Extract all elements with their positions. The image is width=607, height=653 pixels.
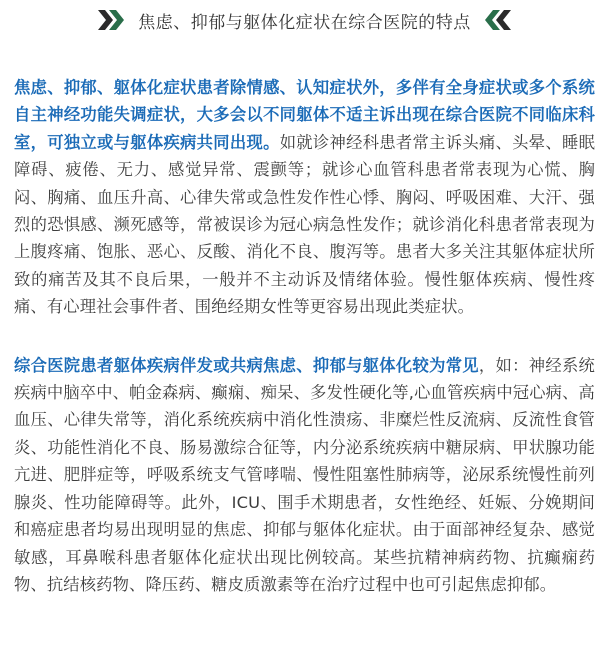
paragraph-highlight: 综合医院患者躯体疾病伴发或共病焦虑、抑郁与躯体化较为常见	[14, 355, 479, 375]
section-header	[14, 0, 595, 40]
paragraph-symptoms	[14, 74, 595, 321]
double-chevron-left-icon	[481, 9, 513, 31]
paragraph-body: 如就诊神经科患者常主诉头痛、头晕、睡眠障碍、疲倦、无力、感觉异常、震颤等；就诊心血管科患者常表现为心慌、胸闷、胸痛、血压升高、心律失常或急性发作性心悸、胸闷、呼吸困难、大汗、强烈的恐惧感、濒死感等，常被误诊为冠心病急性发作；就诊消化科患者常表现为上腹疼痛、饱胀、恶心、反酸、消化不良、腹泻等。患者大多关注其躯体症状所致的痛苦及其不良后果，一般并不主动诉及情绪体验。慢性躯体疾病、慢性疼痛、有心理社会事件者、围绝经期女性等更容易出现此类症状。	[14, 132, 596, 317]
paragraph-body: ，如：神经系统疾病中脑卒中、帕金森病、癫痫、痴呆、多发性硬化等,心血管疾病中冠心病、高血压、心律失常等，消化系统疾病中消化性溃疡、非糜烂性反流病、反流性食管炎、功能性消化不良、肠易激综合征等，内分泌系统疾病中糖尿病、甲状腺功能亢进、肥胖症等，呼吸系统支气管哮喘、慢性阻塞性肺病等，泌尿系统慢性前列腺炎、性功能障碍等。此外，ICU、围手术期患者，女性绝经、妊娠、分娩期间和癌症患者均易出现明显的焦虑、抑郁与躯体化症状。由于面部神经复杂、感觉敏感，耳鼻喉科患者躯体化症状出现比例较高。某些抗精神病药物、抗癫痫药物、抗结核药物、降压药、糖皮质激素等在治疗过程中也可引起焦虑抑郁。	[14, 355, 595, 594]
double-chevron-right-icon	[96, 9, 128, 31]
paragraph-comorbidity	[14, 352, 595, 599]
section-title: 焦虑、抑郁与躯体化症状在综合医院的特点	[138, 12, 471, 33]
paragraph-highlight: 焦虑、抑郁、躯体化症状患者除情感、认知症状外，多伴有全身症状或多个系统自主神经功能失调症状，大多会以不同躯体不适主诉出现在综合医院不同临床科室，可独立或与躯体疾病共同出现。	[14, 78, 595, 152]
